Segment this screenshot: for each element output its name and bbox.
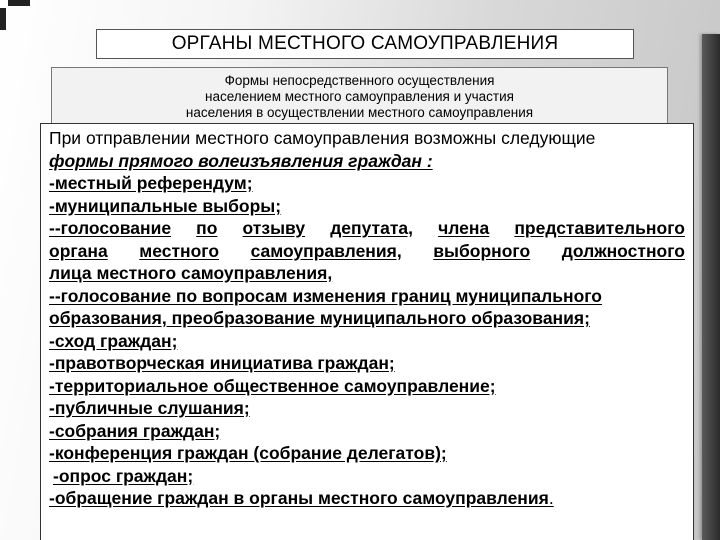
list-item-last — [49, 487, 685, 510]
list-item: -конференция граждан (собрание делегатов); — [49, 443, 447, 463]
list-item-continued: лица местного самоуправления, — [49, 263, 333, 283]
last-item-text: -обращение граждан в органы местного самоуправления — [49, 488, 549, 508]
list-item: -правотворческая инициатива граждан; — [49, 353, 395, 373]
word: местного — [139, 240, 220, 261]
list-item: -опрос граждан; — [53, 465, 194, 486]
word: по — [196, 218, 218, 238]
list-item: -собрания граждан; — [49, 420, 221, 441]
word: --голосование — [49, 218, 172, 238]
main-text-box — [40, 123, 694, 540]
list-item-continued: образования, преобразование муниципального образования; — [49, 308, 590, 328]
intro-text: При отправлении местного самоуправления возможны следующие — [49, 128, 596, 148]
corner-mark-vertical — [0, 8, 6, 30]
list-item: -публичные слушания; — [49, 398, 250, 418]
forms-heading: формы прямого волеизъявления граждан : — [49, 150, 433, 171]
list-item: -муниципальные выборы; — [49, 195, 282, 216]
word: отзыву — [242, 218, 306, 238]
list-item: -сход граждан; — [49, 330, 178, 351]
list-item: -территориальное общественное самоуправление; — [49, 375, 496, 396]
list-item-continued — [49, 240, 685, 263]
word: самоуправления, — [250, 240, 402, 261]
list-item: -местный референдум; — [49, 173, 253, 193]
subtitle-line: населения в осуществлении местного самоуправления — [185, 105, 534, 120]
list-item: --голосование по вопросам изменения границ муниципального — [49, 285, 603, 306]
side-strip — [702, 34, 720, 540]
subtitle-box — [51, 67, 668, 129]
word: органа — [49, 240, 108, 261]
last-item-period: . — [548, 488, 554, 508]
subtitle-line: Формы непосредственного осуществления — [224, 73, 495, 88]
subtitle-line: населением местного самоуправления и участия — [205, 89, 514, 104]
word: выборного — [433, 240, 531, 261]
word: депутата, — [330, 218, 414, 238]
slide-title: ОРГАНЫ МЕСТНОГО САМОУПРАВЛЕНИЯ — [96, 29, 634, 59]
word: члена — [438, 218, 490, 238]
list-item — [49, 217, 685, 240]
word: должностного — [561, 240, 685, 261]
corner-mark-horizontal — [8, 0, 30, 6]
word: представительного — [514, 218, 685, 238]
